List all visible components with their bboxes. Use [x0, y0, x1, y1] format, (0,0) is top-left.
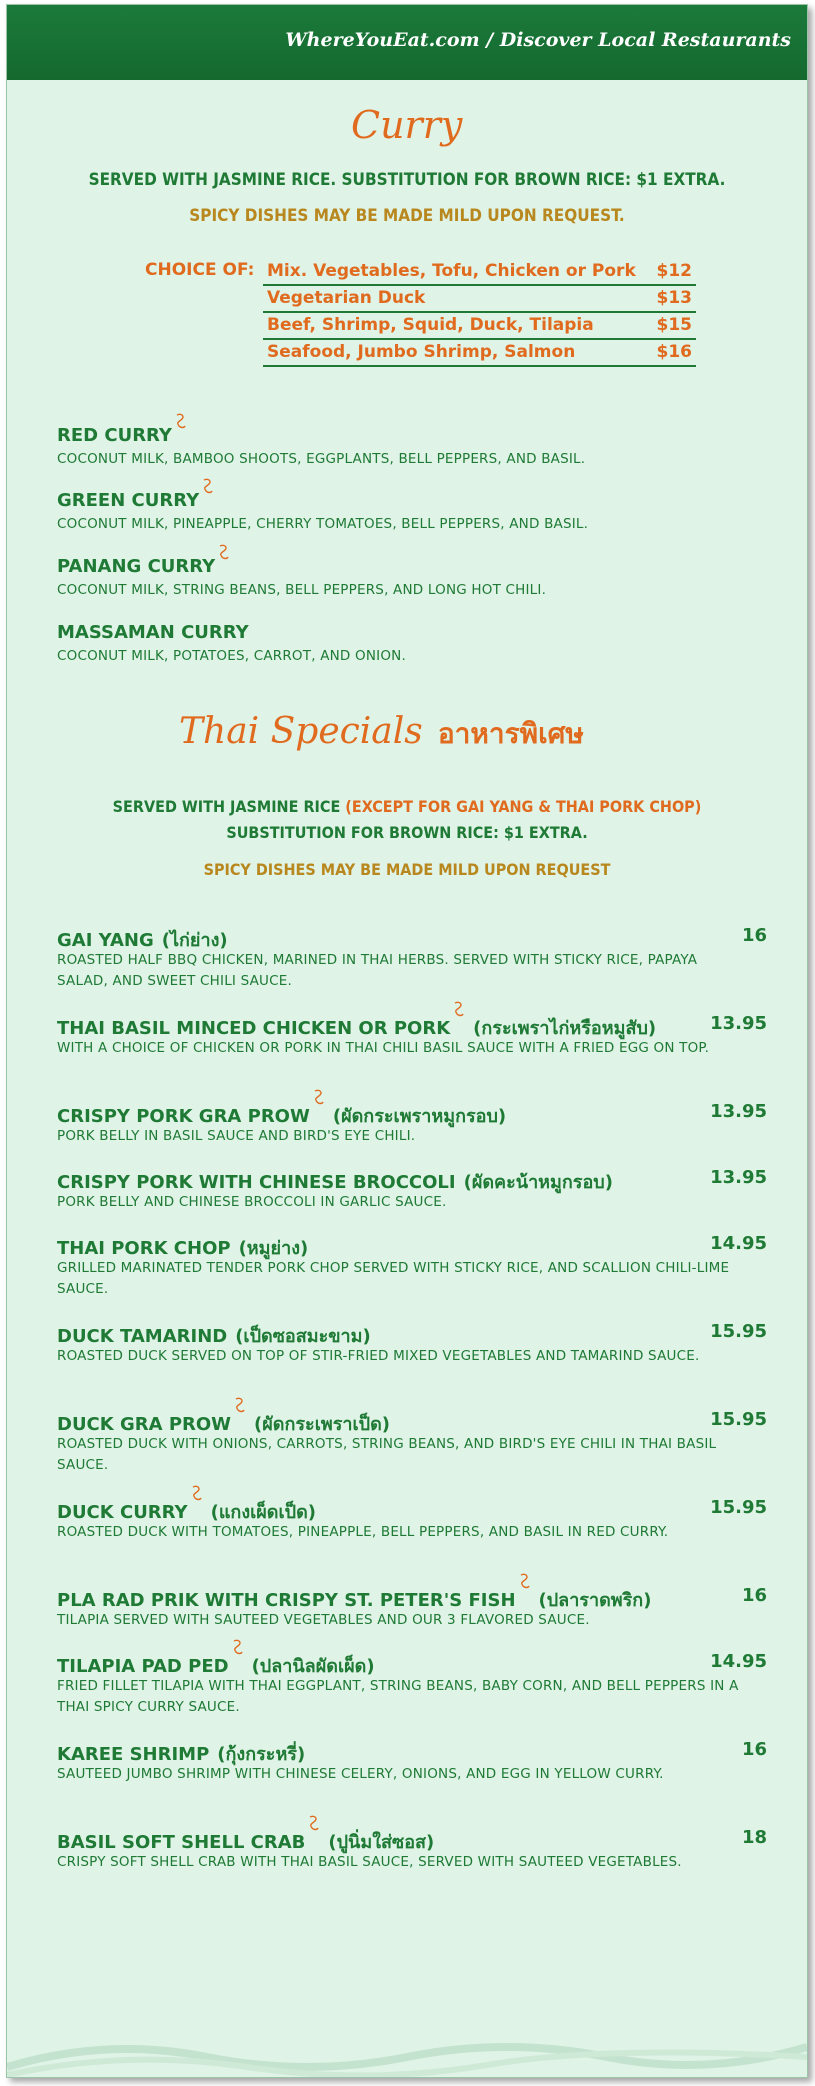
item-price: 14.95	[710, 1651, 767, 1672]
banner-text: WhereYouEat.com / Discover Local Restaurants	[285, 29, 791, 51]
choice-table	[263, 259, 696, 367]
item-price: 15.95	[710, 1321, 767, 1342]
item-thai-name: (แกงเผ็ดเป็ด)	[210, 1502, 316, 1523]
item-thai-name: (ปูนิ่มใส่ซอส)	[328, 1832, 435, 1853]
choice-price: $15	[656, 315, 692, 335]
item-thai-name: (เป็ดซอสมะขาม)	[235, 1326, 371, 1347]
choice-price: $16	[656, 342, 692, 362]
chili-pepper-icon	[517, 1573, 531, 1589]
wavy-border-decoration	[7, 2027, 807, 2077]
chili-pepper-icon	[306, 1815, 320, 1831]
special-item-desc: ROASTED HALF BBQ CHICKEN, MARINED IN THAI HERBS. SERVED WITH STICKY RICE, PAPAYA SALAD, AND SWEET CHILI SAUCE.	[57, 952, 698, 989]
choice-name: Beef, Shrimp, Squid, Duck, Tilapia	[267, 315, 594, 335]
special-item-desc: PORK BELLY IN BASIL SAUCE AND BIRD'S EYE CHILI.	[57, 1128, 416, 1144]
item-price: 15.95	[710, 1497, 767, 1518]
item-title: CRISPY PORK WITH CHINESE BROCCOLI	[57, 1172, 456, 1193]
choice-row	[263, 338, 696, 367]
choice-row	[263, 311, 696, 338]
curry-item-name	[57, 425, 187, 446]
chili-pepper-icon	[311, 1089, 325, 1105]
item-title: DUCK TAMARIND	[57, 1326, 228, 1347]
item-price: 14.95	[710, 1233, 767, 1254]
menu-page	[6, 4, 808, 2078]
chili-pepper-icon	[173, 413, 187, 429]
special-item-desc: ROASTED DUCK WITH TOMATOES, PINEAPPLE, BELL PEPPERS, AND BASIL IN RED CURRY.	[57, 1524, 669, 1540]
special-item-desc: FRIED FILLET TILAPIA WITH THAI EGGPLANT, STRING BEANS, BABY CORN, AND BELL PEPPERS IN A THAI SPICY CURRY SAUCE.	[57, 1678, 739, 1715]
item-thai-name: (ผัดกระเพราหมูกรอบ)	[332, 1106, 507, 1127]
chili-pepper-icon	[451, 1001, 465, 1017]
choice-name: Seafood, Jumbo Shrimp, Salmon	[267, 342, 576, 362]
item-title: GAI YANG	[57, 930, 154, 951]
item-thai-name: (ปลานิลผัดเผ็ด)	[251, 1656, 375, 1677]
item-title: GREEN CURRY	[57, 490, 200, 511]
curry-item-desc: COCONUT MILK, STRING BEANS, BELL PEPPERS, AND LONG HOT CHILI.	[57, 582, 547, 598]
chili-pepper-icon	[189, 1485, 203, 1501]
curry-item-name	[57, 556, 230, 577]
item-title: CRISPY PORK GRA PROW	[57, 1106, 310, 1127]
item-thai-name: (ปลาราดพริก)	[538, 1590, 652, 1611]
item-title: DUCK GRA PROW	[57, 1414, 232, 1435]
item-price: 16	[741, 1739, 767, 1760]
item-title: BASIL SOFT SHELL CRAB	[57, 1832, 306, 1853]
choice-row	[263, 259, 696, 284]
item-price: 15.95	[710, 1409, 767, 1430]
choice-name: Mix. Vegetables, Tofu, Chicken or Pork	[267, 261, 636, 281]
specials-title-thai: อาหารพิเศษ	[437, 717, 584, 750]
choice-label: CHOICE OF:	[145, 260, 255, 280]
specials-spicy-note: SPICY DISHES MAY BE MADE MILD UPON REQUEST	[203, 860, 611, 879]
choice-row	[263, 284, 696, 311]
chili-pepper-icon	[216, 544, 230, 560]
item-title: MASSAMAN CURRY	[57, 622, 249, 643]
item-price: 13.95	[710, 1101, 767, 1122]
specials-rice-note	[7, 797, 807, 816]
item-title: KAREE SHRIMP	[57, 1744, 210, 1765]
curry-item-desc: COCONUT MILK, POTATOES, CARROT, AND ONION.	[57, 648, 406, 664]
item-thai-name: (หมูย่าง)	[238, 1238, 309, 1259]
specials-heading	[179, 711, 584, 756]
item-title: PANANG CURRY	[57, 556, 216, 577]
item-title: PLA RAD PRIK WITH CRISPY ST. PETER'S FISH	[57, 1590, 516, 1611]
chili-pepper-icon	[232, 1397, 246, 1413]
choice-name: Vegetarian Duck	[267, 288, 426, 308]
special-item-desc: SAUTEED JUMBO SHRIMP WITH CHINESE CELERY, ONIONS, AND EGG IN YELLOW CURRY.	[57, 1766, 664, 1782]
specials-brown-rice-note: SUBSTITUTION FOR BROWN RICE: $1 EXTRA.	[226, 823, 588, 842]
choice-price: $12	[656, 261, 692, 281]
special-item-desc: WITH A CHOICE OF CHICKEN OR PORK IN THAI CHILI BASIL SAUCE WITH A FRIED EGG ON TOP.	[57, 1040, 710, 1056]
item-thai-name: (ผัดกระเพราเป็ด)	[254, 1414, 391, 1435]
special-item-desc: ROASTED DUCK SERVED ON TOP OF STIR-FRIED MIXED VEGETABLES AND TAMARIND SAUCE.	[57, 1348, 700, 1364]
choice-price: $13	[656, 288, 692, 308]
item-price: 18	[741, 1827, 767, 1848]
curry-rice-note: SERVED WITH JASMINE RICE. SUBSTITUTION FOR BROWN RICE: $1 EXTRA.	[88, 170, 726, 190]
item-price: 13.95	[710, 1013, 767, 1034]
special-item-desc: TILAPIA SERVED WITH SAUTEED VEGETABLES AND OUR 3 FLAVORED SAUCE.	[57, 1612, 590, 1628]
item-title: TILAPIA PAD PED	[57, 1656, 229, 1677]
rice-note-text: SERVED WITH JASMINE RICE	[112, 797, 346, 816]
chili-pepper-icon	[200, 478, 214, 494]
special-item-desc: CRISPY SOFT SHELL CRAB WITH THAI BASIL SAUCE, SERVED WITH SAUTEED VEGETABLES.	[57, 1854, 682, 1870]
header-banner	[7, 5, 807, 80]
curry-item-name	[57, 622, 249, 643]
curry-spicy-note: SPICY DISHES MAY BE MADE MILD UPON REQUEST.	[189, 206, 625, 226]
item-title: DUCK CURRY	[57, 1502, 188, 1523]
item-title: RED CURRY	[57, 425, 172, 446]
item-price: 16	[741, 1585, 767, 1606]
item-title: THAI BASIL MINCED CHICKEN OR PORK	[57, 1018, 451, 1039]
curry-item-desc: COCONUT MILK, BAMBOO SHOOTS, EGGPLANTS, BELL PEPPERS, AND BASIL.	[57, 451, 586, 467]
item-thai-name: (ผัดคะน้าหมูกรอบ)	[463, 1172, 613, 1193]
item-thai-name: (กุ้งกระหรี่)	[217, 1744, 306, 1765]
chili-pepper-icon	[230, 1639, 244, 1655]
specials-title: Thai Specials	[179, 711, 423, 752]
special-item-desc: GRILLED MARINATED TENDER PORK CHOP SERVED WITH STICKY RICE, AND SCALLION CHILI-LIME SAUCE.	[57, 1260, 730, 1297]
special-item-desc: ROASTED DUCK WITH ONIONS, CARROTS, STRING BEANS, AND BIRD'S EYE CHILI IN THAI BASIL SAUCE.	[57, 1436, 717, 1473]
curry-item-name	[57, 490, 214, 511]
item-thai-name: (ไก่ย่าง)	[161, 930, 228, 951]
item-title: THAI PORK CHOP	[57, 1238, 231, 1259]
curry-item-desc: COCONUT MILK, PINEAPPLE, CHERRY TOMATOES, BELL PEPPERS, AND BASIL.	[57, 516, 589, 532]
special-item-desc: PORK BELLY AND CHINESE BROCCOLI IN GARLIC SAUCE.	[57, 1194, 447, 1210]
rice-note-exception: (EXCEPT FOR GAI YANG & THAI PORK CHOP)	[345, 797, 702, 816]
item-thai-name: (กระเพราไก่หรือหมูสับ)	[473, 1018, 657, 1039]
curry-title: Curry	[351, 103, 463, 147]
item-price: 16	[741, 925, 767, 946]
item-price: 13.95	[710, 1167, 767, 1188]
